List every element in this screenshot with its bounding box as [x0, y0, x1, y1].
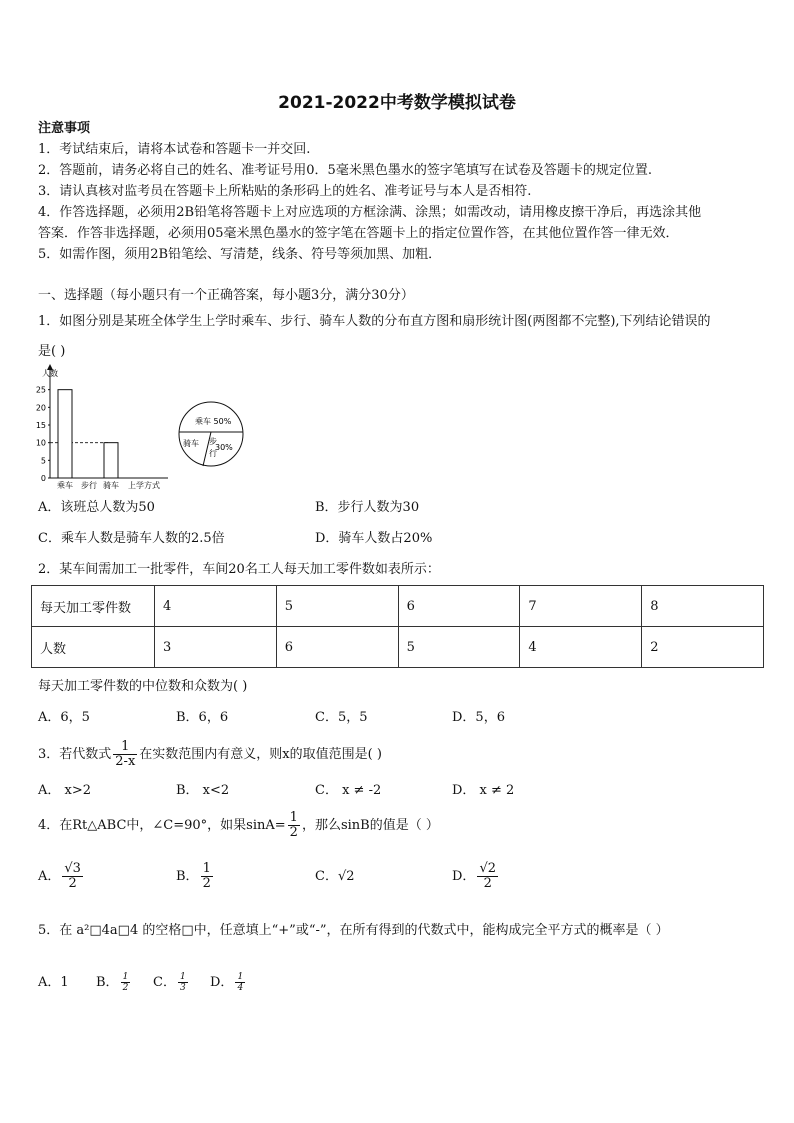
y-tick-label: 25 [35, 385, 46, 395]
table-cell: 3 [155, 627, 277, 668]
option-label: D． [452, 869, 476, 884]
fraction-denominator: 3 [179, 983, 186, 993]
question-5-text: 5．在 a²□4a□4 的空格□中，任意填上“+”或“-”，在所有得到的代数式中，能构成完全平方式的概率是（ ） [38, 923, 669, 938]
y-tick-label: 15 [35, 421, 46, 430]
option-label: C． [153, 975, 176, 990]
question-3-text [38, 738, 382, 772]
x-tick-label: 乘车 [57, 481, 73, 490]
notice-item: 3．请认真核对监考员在答题卡上所粘贴的条形码上的姓名、准考证号与本人是否相符. [38, 184, 532, 199]
q1-option-b: B．步行人数为30 [315, 500, 420, 515]
q3-option-b: B． x<2 [176, 783, 230, 798]
option-label: D． [210, 975, 234, 990]
q5-option-a [38, 968, 69, 998]
fraction-denominator: 4 [237, 983, 244, 993]
fraction-numerator: √2 [479, 861, 496, 876]
y-tick-label: 10 [35, 438, 46, 448]
q3-prefix: 3．若代数式 [38, 747, 112, 762]
notice-item: 5．如需作图，须用2B铅笔绘、写清楚，线条、符号等须加黑、加粗． [38, 247, 442, 262]
histogram-chart [28, 362, 178, 490]
table-cell: 8 [642, 586, 764, 627]
bar [58, 390, 72, 478]
fraction-denominator: 2 [483, 876, 492, 891]
option-fraction [121, 972, 131, 993]
option-label: B． [176, 869, 199, 884]
y-tick-label: 5 [40, 456, 46, 466]
q4-option-d [452, 860, 500, 894]
q4-option-b [176, 860, 215, 894]
q5-option-b [96, 968, 132, 998]
table-cell: 每天加工零件数 [32, 586, 155, 627]
table-cell: 4 [155, 586, 277, 627]
q5-option-c [153, 968, 190, 998]
pie-label-walk-2: 行 [209, 449, 217, 458]
pie-label-bike: 骑车 [183, 439, 199, 448]
q5-option-d [210, 968, 247, 998]
q2-option-c: C．5，5 [315, 710, 368, 725]
pie-label-walk-pct: 30% [215, 443, 233, 452]
q3-option-c: C． x ≠ -2 [315, 783, 382, 798]
section-heading: 一、选择题（每小题只有一个正确答案，每小题3分，满分30分） [38, 288, 414, 303]
q1-option-d: D．骑车人数占20% [315, 531, 433, 546]
question-2-text: 2．某车间需加工一批零件，车间20名工人每天加工零件数如表所示： [38, 562, 440, 577]
table-cell: 2 [642, 627, 764, 668]
fraction-denominator: 2-x [115, 754, 136, 769]
notice-heading: 注意事项 [38, 121, 91, 136]
fraction-numerator: 1 [179, 972, 186, 982]
table-row [32, 627, 764, 668]
x-tick-label: 步行 [81, 481, 97, 490]
q4-option-a [38, 860, 85, 894]
notice-item: 4．作答选择题，必须用2B铅笔将答题卡上对应选项的方框涂满、涂黑；如需改动，请用橡皮擦干净后，再选涂其他 [38, 205, 702, 220]
bar [104, 443, 118, 478]
option-label: A． [38, 869, 61, 884]
fraction-denominator: 2 [122, 983, 129, 993]
option-fraction [178, 972, 188, 993]
x-tick-label: 骑车 [103, 481, 119, 490]
table-cell: 7 [520, 586, 642, 627]
q1-option-a: A．该班总人数为50 [38, 500, 155, 515]
table-cell: 人数 [32, 627, 155, 668]
question-1-text: 1．如图分别是某班全体学生上学时乘车、步行、骑车人数的分布直方图和扇形统计图(两图都不完整),下列结论错误的 [38, 314, 711, 329]
pie-label-ride: 乘车 50% [195, 417, 232, 426]
fraction-numerator: 1 [289, 810, 298, 825]
question-4-text [38, 809, 439, 843]
y-tick-label: 0 [40, 474, 46, 483]
table-cell: 6 [276, 627, 398, 668]
option-fraction [62, 862, 83, 891]
option-label: A．1 [38, 975, 69, 990]
x-axis-label: 上学方式 [128, 481, 160, 490]
notice-item: 2．答题前，请务必将自己的姓名、准考证号用0．5毫米黑色墨水的签字笔填写在试卷及答题卡的规定位置. [38, 163, 652, 178]
q3-option-a: A． x>2 [38, 783, 92, 798]
question-1-text-cont: 是( ) [38, 344, 66, 359]
data-table [31, 585, 764, 668]
y-tick-label: 20 [35, 403, 46, 413]
option-fraction [477, 862, 498, 891]
pie-chart [175, 398, 265, 468]
q3-fraction [113, 740, 137, 769]
fraction-denominator: 2 [68, 876, 77, 891]
option-fraction [235, 972, 245, 993]
notice-item: 1．考试结束后，请将本试卷和答题卡一并交回. [38, 142, 311, 157]
notice-item: 答案．作答非选择题，必须用05毫米黑色墨水的签字笔在答题卡上的指定位置作答，在其他位置作答一律无效． [38, 226, 679, 241]
y-axis-label: 人数 [42, 369, 58, 378]
q2-option-d: D．5，6 [452, 710, 505, 725]
table-cell: 4 [520, 627, 642, 668]
option-fraction [201, 862, 213, 891]
table-cell: 5 [276, 586, 398, 627]
fraction-denominator: 2 [289, 825, 298, 840]
option-value: √2 [337, 869, 355, 884]
q3-suffix: 在实数范围内有意义，则x的取值范围是( ) [139, 747, 382, 762]
option-label: B． [96, 975, 119, 990]
q3-option-d: D． x ≠ 2 [452, 783, 515, 798]
fraction-numerator: 1 [113, 740, 137, 755]
q2-option-b: B．6，6 [176, 710, 229, 725]
q4-fraction [288, 811, 300, 840]
table-row [32, 586, 764, 627]
q2-option-a: A．6，5 [38, 710, 90, 725]
q4-suffix: ，那么sinB的值是（ ） [301, 818, 439, 833]
fraction-numerator: 1 [202, 861, 211, 876]
question-2-question: 每天加工零件数的中位数和众数为( ) [38, 679, 248, 694]
q4-prefix: 4．在Rt△ABC中，∠C=90°，如果sinA= [38, 818, 286, 833]
page-title: 2021-2022中考数学模拟试卷 [278, 93, 516, 113]
fraction-numerator: 1 [122, 972, 129, 982]
fraction-numerator: √3 [64, 861, 81, 876]
option-label: C． [315, 869, 338, 884]
pie-label-walk: 步 [209, 437, 217, 446]
fraction-denominator: 2 [202, 876, 211, 891]
table-cell: 6 [398, 586, 520, 627]
table-cell: 5 [398, 627, 520, 668]
q4-option-c [315, 860, 355, 894]
q1-option-c: C．乘车人数是骑车人数的2.5倍 [38, 531, 225, 546]
fraction-numerator: 1 [237, 972, 244, 982]
